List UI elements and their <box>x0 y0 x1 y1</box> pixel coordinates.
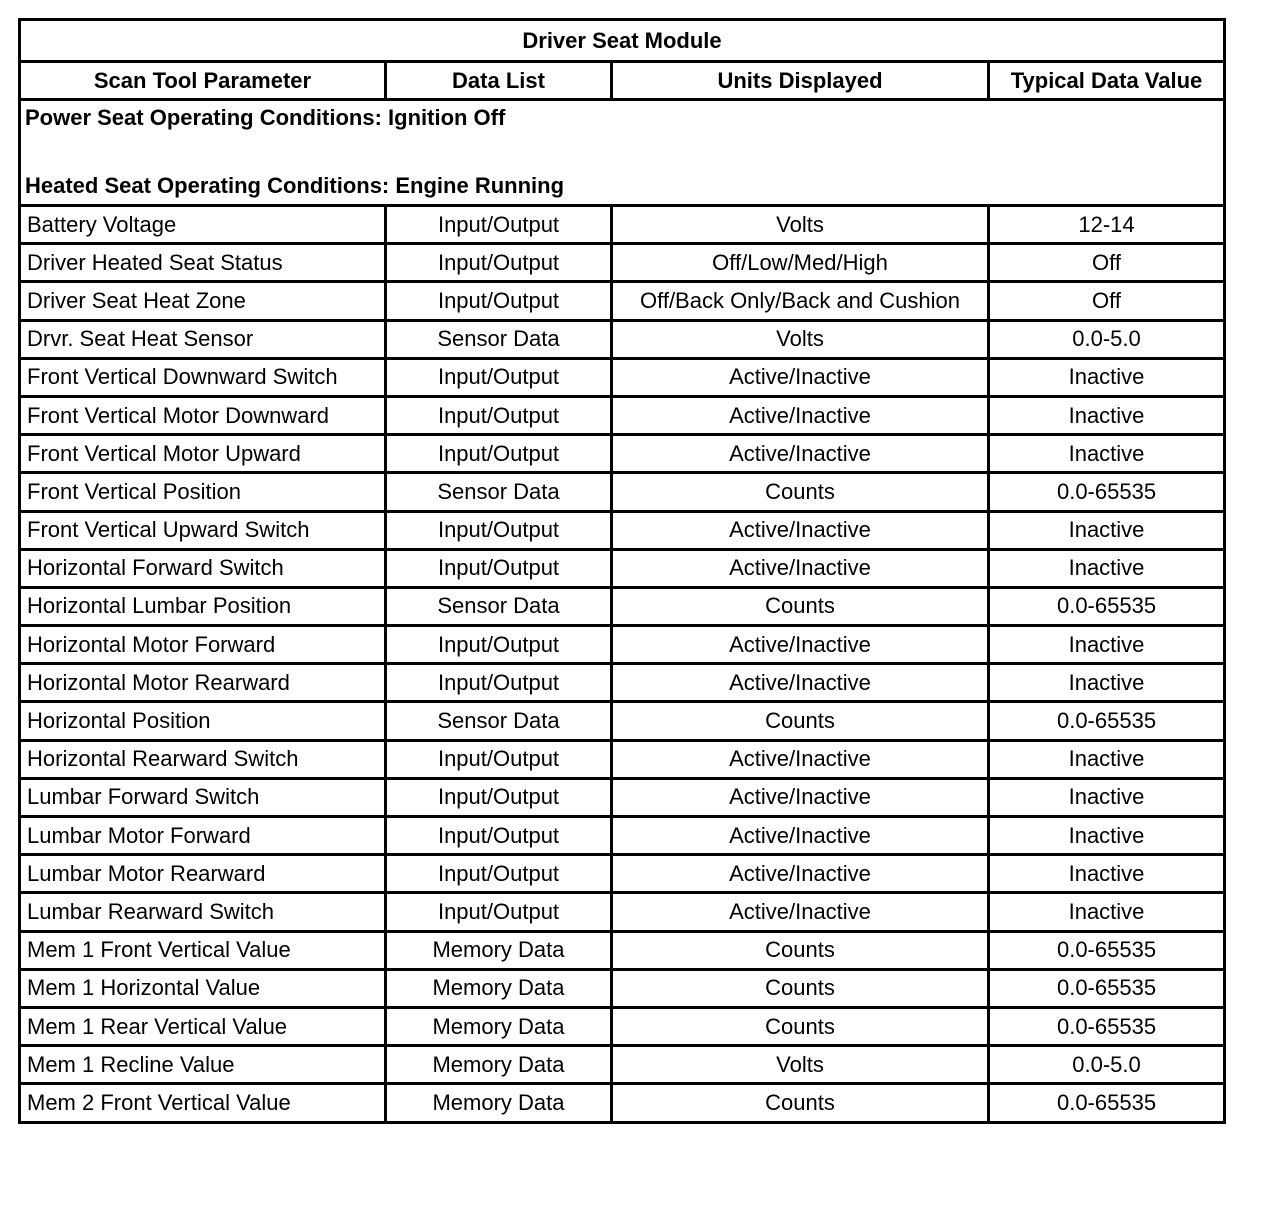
cell-units: Counts <box>612 702 989 740</box>
cell-parameter: Horizontal Motor Forward <box>20 626 386 664</box>
cell-units: Off/Low/Med/High <box>612 244 989 282</box>
cell-data-list: Input/Output <box>386 206 612 244</box>
cell-units: Counts <box>612 587 989 625</box>
cell-typical-value: 0.0-65535 <box>989 473 1225 511</box>
table-row <box>20 664 1225 702</box>
cell-typical-value: 0.0-5.0 <box>989 1046 1225 1084</box>
cell-data-list: Memory Data <box>386 1007 612 1045</box>
header-scan-tool-parameter: Scan Tool Parameter <box>20 62 386 100</box>
cell-units: Active/Inactive <box>612 778 989 816</box>
cell-parameter: Driver Heated Seat Status <box>20 244 386 282</box>
heated-seat-conditions: Heated Seat Operating Conditions: Engine Running <box>25 173 565 198</box>
cell-parameter: Mem 1 Recline Value <box>20 1046 386 1084</box>
cell-typical-value: Inactive <box>989 511 1225 549</box>
cell-parameter: Horizontal Lumbar Position <box>20 587 386 625</box>
cell-parameter: Lumbar Motor Rearward <box>20 855 386 893</box>
cell-parameter: Horizontal Motor Rearward <box>20 664 386 702</box>
cell-typical-value: 0.0-65535 <box>989 931 1225 969</box>
driver-seat-module-table <box>18 18 1226 1124</box>
cell-typical-value: 0.0-5.0 <box>989 320 1225 358</box>
cell-typical-value: Inactive <box>989 817 1225 855</box>
table-row <box>20 358 1225 396</box>
cell-typical-value: 0.0-65535 <box>989 969 1225 1007</box>
cell-typical-value: Inactive <box>989 626 1225 664</box>
cell-parameter: Mem 1 Horizontal Value <box>20 969 386 1007</box>
cell-parameter: Lumbar Forward Switch <box>20 778 386 816</box>
cell-units: Volts <box>612 320 989 358</box>
cell-data-list: Memory Data <box>386 969 612 1007</box>
cell-units: Active/Inactive <box>612 855 989 893</box>
cell-typical-value: Off <box>989 282 1225 320</box>
cell-typical-value: Off <box>989 244 1225 282</box>
cell-typical-value: 0.0-65535 <box>989 1007 1225 1045</box>
cell-typical-value: 0.0-65535 <box>989 702 1225 740</box>
cell-data-list: Input/Output <box>386 435 612 473</box>
table-row <box>20 893 1225 931</box>
cell-data-list: Input/Output <box>386 282 612 320</box>
cell-parameter: Drvr. Seat Heat Sensor <box>20 320 386 358</box>
cell-typical-value: Inactive <box>989 664 1225 702</box>
cell-data-list: Memory Data <box>386 1046 612 1084</box>
table-row <box>20 549 1225 587</box>
conditions-spacer <box>25 135 1219 169</box>
cell-data-list: Input/Output <box>386 626 612 664</box>
cell-typical-value: Inactive <box>989 855 1225 893</box>
cell-data-list: Sensor Data <box>386 320 612 358</box>
cell-units: Active/Inactive <box>612 893 989 931</box>
cell-data-list: Input/Output <box>386 740 612 778</box>
cell-data-list: Input/Output <box>386 396 612 434</box>
cell-typical-value: Inactive <box>989 358 1225 396</box>
table-row <box>20 969 1225 1007</box>
header-typical-data-value: Typical Data Value <box>989 62 1225 100</box>
cell-units: Active/Inactive <box>612 740 989 778</box>
cell-data-list: Sensor Data <box>386 702 612 740</box>
cell-data-list: Sensor Data <box>386 587 612 625</box>
cell-units: Counts <box>612 1007 989 1045</box>
cell-typical-value: 12-14 <box>989 206 1225 244</box>
header-data-list: Data List <box>386 62 612 100</box>
table-row <box>20 1084 1225 1122</box>
cell-parameter: Front Vertical Motor Downward <box>20 396 386 434</box>
table-row <box>20 206 1225 244</box>
cell-data-list: Input/Output <box>386 778 612 816</box>
cell-parameter: Horizontal Position <box>20 702 386 740</box>
cell-units: Volts <box>612 1046 989 1084</box>
table-row <box>20 778 1225 816</box>
cell-data-list: Sensor Data <box>386 473 612 511</box>
table-row <box>20 282 1225 320</box>
operating-conditions <box>20 100 1225 206</box>
cell-typical-value: Inactive <box>989 740 1225 778</box>
cell-typical-value: 0.0-65535 <box>989 587 1225 625</box>
cell-data-list: Memory Data <box>386 1084 612 1122</box>
cell-units: Counts <box>612 969 989 1007</box>
cell-parameter: Front Vertical Position <box>20 473 386 511</box>
cell-data-list: Input/Output <box>386 549 612 587</box>
cell-data-list: Input/Output <box>386 358 612 396</box>
table-row <box>20 435 1225 473</box>
operating-conditions-row <box>20 100 1225 206</box>
cell-units: Counts <box>612 473 989 511</box>
cell-typical-value: Inactive <box>989 778 1225 816</box>
table-title-row <box>20 20 1225 62</box>
cell-units: Counts <box>612 1084 989 1122</box>
table-row <box>20 855 1225 893</box>
header-units-displayed: Units Displayed <box>612 62 989 100</box>
cell-parameter: Front Vertical Motor Upward <box>20 435 386 473</box>
cell-units: Active/Inactive <box>612 358 989 396</box>
table-row <box>20 244 1225 282</box>
cell-parameter: Front Vertical Upward Switch <box>20 511 386 549</box>
table-row <box>20 473 1225 511</box>
cell-parameter: Mem 2 Front Vertical Value <box>20 1084 386 1122</box>
table-row <box>20 817 1225 855</box>
table-row <box>20 740 1225 778</box>
cell-units: Active/Inactive <box>612 435 989 473</box>
table-row <box>20 1046 1225 1084</box>
column-header-row <box>20 62 1225 100</box>
cell-data-list: Input/Output <box>386 893 612 931</box>
cell-parameter: Mem 1 Front Vertical Value <box>20 931 386 969</box>
table-row <box>20 702 1225 740</box>
table-row <box>20 396 1225 434</box>
table-row <box>20 587 1225 625</box>
power-seat-conditions: Power Seat Operating Conditions: Ignition Off <box>25 105 506 130</box>
cell-data-list: Memory Data <box>386 931 612 969</box>
table-title: Driver Seat Module <box>20 20 1225 62</box>
cell-units: Active/Inactive <box>612 664 989 702</box>
cell-parameter: Lumbar Motor Forward <box>20 817 386 855</box>
cell-parameter: Horizontal Rearward Switch <box>20 740 386 778</box>
cell-units: Counts <box>612 931 989 969</box>
cell-parameter: Horizontal Forward Switch <box>20 549 386 587</box>
cell-units: Active/Inactive <box>612 511 989 549</box>
cell-data-list: Input/Output <box>386 244 612 282</box>
cell-units: Active/Inactive <box>612 396 989 434</box>
cell-data-list: Input/Output <box>386 817 612 855</box>
cell-typical-value: Inactive <box>989 435 1225 473</box>
cell-typical-value: Inactive <box>989 396 1225 434</box>
cell-typical-value: Inactive <box>989 549 1225 587</box>
cell-parameter: Mem 1 Rear Vertical Value <box>20 1007 386 1045</box>
cell-units: Active/Inactive <box>612 817 989 855</box>
table-row <box>20 511 1225 549</box>
table-row <box>20 931 1225 969</box>
table-row <box>20 320 1225 358</box>
cell-parameter: Front Vertical Downward Switch <box>20 358 386 396</box>
cell-units: Volts <box>612 206 989 244</box>
cell-units: Active/Inactive <box>612 549 989 587</box>
cell-units: Off/Back Only/Back and Cushion <box>612 282 989 320</box>
cell-parameter: Battery Voltage <box>20 206 386 244</box>
table-row <box>20 1007 1225 1045</box>
cell-typical-value: 0.0-65535 <box>989 1084 1225 1122</box>
cell-data-list: Input/Output <box>386 664 612 702</box>
cell-typical-value: Inactive <box>989 893 1225 931</box>
cell-parameter: Lumbar Rearward Switch <box>20 893 386 931</box>
cell-units: Active/Inactive <box>612 626 989 664</box>
cell-data-list: Input/Output <box>386 511 612 549</box>
cell-data-list: Input/Output <box>386 855 612 893</box>
table-row <box>20 626 1225 664</box>
cell-parameter: Driver Seat Heat Zone <box>20 282 386 320</box>
